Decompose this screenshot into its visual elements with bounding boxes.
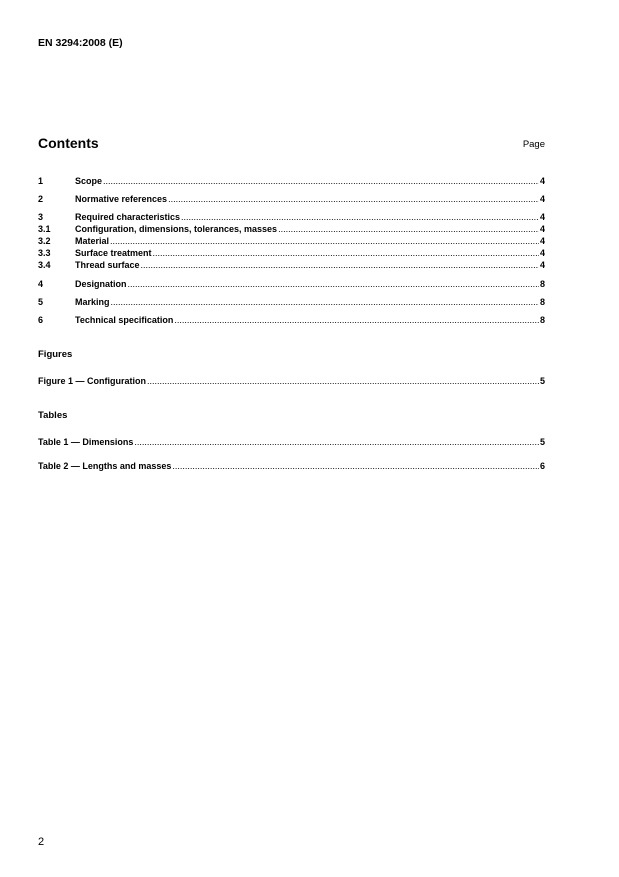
toc-entry-title: Surface treatment — [75, 248, 152, 258]
toc-entry-title: Material — [75, 236, 110, 246]
toc-entry-number: 1 — [38, 176, 44, 186]
figure-entry[interactable] — [38, 374, 545, 386]
toc-entry-title: Required characteristics — [75, 212, 181, 222]
toc-entry-number: 5 — [38, 297, 44, 307]
toc-entry[interactable] — [38, 277, 545, 289]
toc-dot-leader — [141, 260, 539, 270]
toc-entry[interactable] — [38, 313, 545, 325]
toc-entry-title: Configuration, dimensions, tolerances, masses — [75, 224, 278, 234]
toc-entry-page: 4 — [539, 212, 545, 222]
figures-heading: Figures — [38, 349, 73, 360]
toc-entry-number: 3.3 — [38, 248, 51, 258]
toc-entry-number: 4 — [38, 279, 44, 289]
toc-dot-leader — [111, 297, 539, 307]
toc-entry-page: 4 — [539, 194, 545, 204]
document-header: EN 3294:2008 (E) — [38, 37, 123, 49]
toc-entry-title: Technical specification — [75, 315, 174, 325]
toc-entry[interactable] — [38, 234, 545, 246]
toc-entry-title: Designation — [75, 279, 127, 289]
toc-dot-leader — [147, 376, 539, 386]
figure-entry-title: Figure 1 — Configuration — [38, 376, 146, 386]
toc-entry-number: 6 — [38, 315, 44, 325]
toc-entry[interactable] — [38, 295, 545, 307]
toc-entry[interactable] — [38, 192, 545, 204]
toc-dot-leader — [128, 279, 539, 289]
table-entry-title: Table 1 — Dimensions — [38, 437, 134, 447]
toc-entry-number: 3 — [38, 212, 44, 222]
toc-entry-page: 8 — [539, 297, 545, 307]
table-entry-page: 6 — [539, 461, 545, 471]
table-entry-page: 5 — [539, 437, 545, 447]
toc-dot-leader — [181, 212, 539, 222]
page-column-label: Page — [522, 139, 545, 150]
toc-entry-page: 8 — [539, 315, 545, 325]
page-number: 2 — [38, 836, 45, 848]
toc-entry[interactable] — [38, 258, 545, 270]
toc-entry-number: 2 — [38, 194, 44, 204]
toc-entry-number: 3.2 — [38, 236, 51, 246]
toc-dot-leader — [168, 194, 539, 204]
toc-entry-page: 4 — [539, 176, 545, 186]
toc-entry-page: 4 — [539, 224, 545, 234]
toc-dot-leader — [174, 315, 539, 325]
toc-entry[interactable] — [38, 222, 545, 234]
table-entry[interactable] — [38, 435, 545, 447]
toc-entry-number: 3.1 — [38, 224, 51, 234]
toc-entry-title: Marking — [75, 297, 110, 307]
toc-entry[interactable] — [38, 210, 545, 222]
toc-entry[interactable] — [38, 174, 545, 186]
toc-dot-leader — [172, 461, 539, 471]
tables-heading: Tables — [38, 410, 68, 421]
toc-dot-leader — [153, 248, 539, 258]
toc-dot-leader — [103, 176, 539, 186]
toc-entry-page: 4 — [539, 260, 545, 270]
toc-entry-title: Scope — [75, 176, 103, 186]
toc-entry-number: 3.4 — [38, 260, 51, 270]
toc-dot-leader — [134, 437, 539, 447]
table-entry-title: Table 2 — Lengths and masses — [38, 461, 172, 471]
figure-entry-page: 5 — [539, 376, 545, 386]
toc-entry-title: Thread surface — [75, 260, 140, 270]
toc-entry-title: Normative references — [75, 194, 168, 204]
toc-entry-page: 4 — [539, 236, 545, 246]
toc-entry-page: 4 — [539, 248, 545, 258]
toc-entry-page: 8 — [539, 279, 545, 289]
toc-dot-leader — [278, 224, 539, 234]
toc-dot-leader — [110, 236, 539, 246]
contents-title: Contents — [38, 135, 99, 151]
toc-entry[interactable] — [38, 246, 545, 258]
table-entry[interactable] — [38, 459, 545, 471]
